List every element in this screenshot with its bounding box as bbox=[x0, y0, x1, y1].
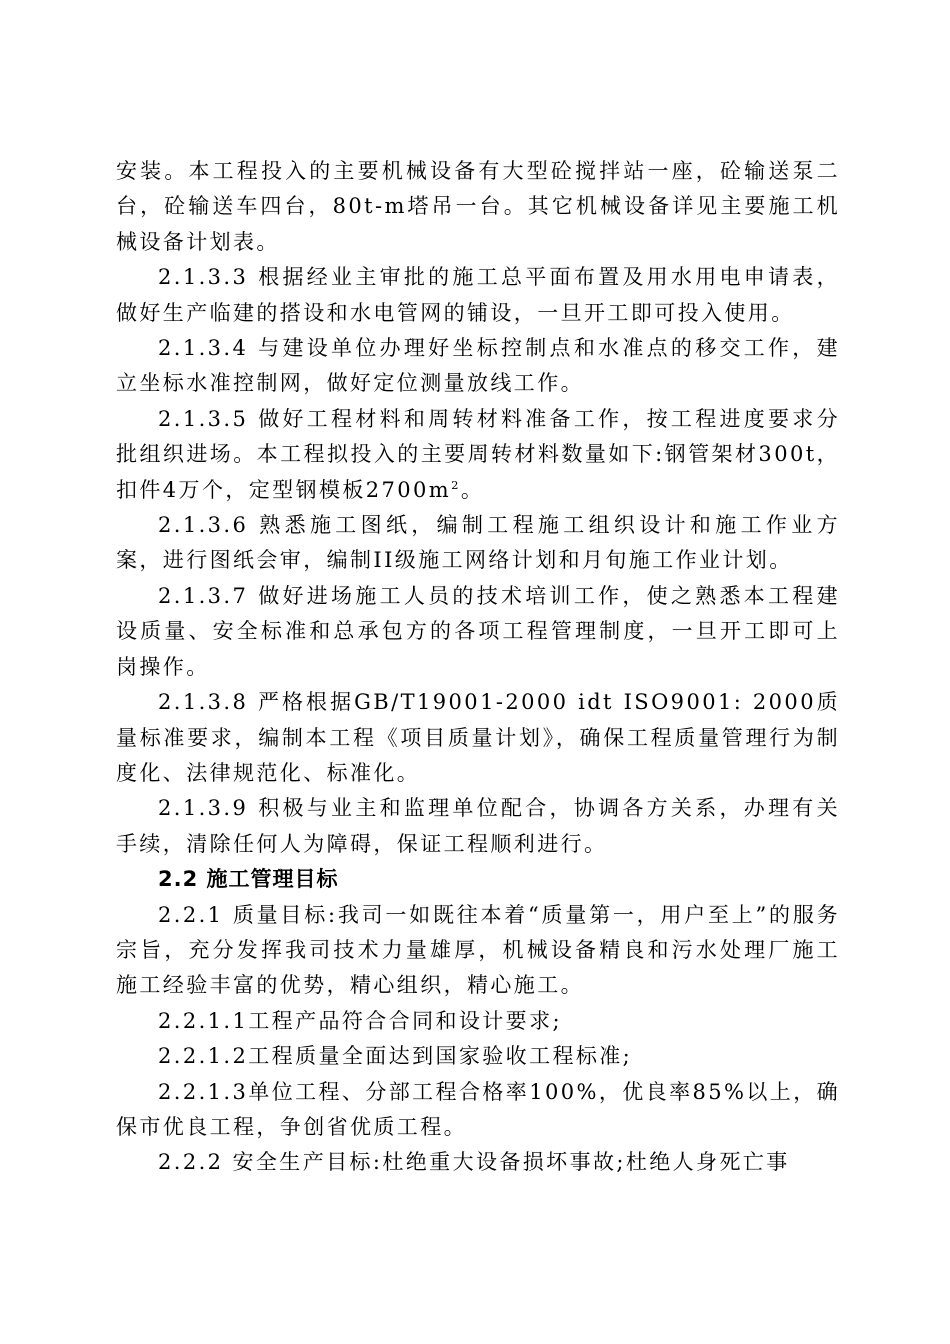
paragraph-2-2-1: 2.2.1 质量目标:我司一如既往本着“质量第一，用户至上”的服务宗旨，充分发挥我司技术力量雄厚，机械设备精良和污水处理厂施工施工经验丰富的优势，精心组织，精心施工。 bbox=[116, 902, 840, 998]
paragraph-2-1-3-8: 2.1.3.8 严格根据GB/T19001-2000 idt ISO9001: 2000质量标准要求，编制本工程《项目质量计划》，确保工程质量管理行为制度化、法律规范化、标准化。 bbox=[116, 690, 840, 785]
paragraph-2-2-1-2: 2.2.1.2工程质量全面达到国家验收工程标准; bbox=[158, 1044, 633, 1069]
paragraph-equipment: 安装。本工程投入的主要机械设备有大型砼搅拌站一座，砼输送泵二台，砼输送车四台，80t-m塔吊一台。其它机械设备详见主要施工机械设备计划表。 bbox=[116, 159, 840, 254]
square-meter-superscript: 2 bbox=[451, 477, 461, 492]
paragraph-2-1-3-4: 2.1.3.4 与建设单位办理好坐标控制点和水准点的移交工作，建立坐标水准控制网，做好定位测量放线工作。 bbox=[116, 336, 840, 396]
paragraph-2-1-3-5-period: 。 bbox=[460, 477, 485, 502]
paragraph-2-1-3-6: 2.1.3.6 熟悉施工图纸，编制工程施工组织设计和施工作业方案，进行图纸会审，编制II级施工网络计划和月旬施工作业计划。 bbox=[116, 513, 840, 573]
paragraph-2-2-1-3: 2.2.1.3单位工程、分部工程合格率100%，优良率85%以上，确保市优良工程，争创省优质工程。 bbox=[116, 1079, 840, 1139]
paragraph-2-1-3-3: 2.1.3.3 根据经业主审批的施工总平面布置及用水用电申请表，做好生产临建的搭设和水电管网的铺设，一旦开工即可投入使用。 bbox=[116, 265, 840, 325]
paragraph-2-1-3-5 bbox=[116, 402, 840, 508]
paragraph-2-1-3-9: 2.1.3.9 积极与业主和监理单位配合，协调各方关系，办理有关手续，清除任何人为障碍，保证工程顺利进行。 bbox=[116, 796, 840, 856]
section-heading-2-2: 2.2 施工管理目标 bbox=[158, 867, 339, 892]
paragraph-2-2-2: 2.2.2 安全生产目标:杜绝重大设备损坏事故;杜绝人身死亡事 bbox=[158, 1150, 790, 1175]
paragraph-2-1-3-5-text: 2.1.3.5 做好工程材料和周转材料准备工作，按工程进度要求分批组织进场。本工程拟投入的主要周转材料数量如下:钢管架材300t，扣件4万个，定型钢模板2700m bbox=[116, 406, 840, 502]
paragraph-2-1-3-7: 2.1.3.7 做好进场施工人员的技术培训工作，使之熟悉本工程建设质量、安全标准和总承包方的各项工程管理制度，一旦开工即可上岗操作。 bbox=[116, 583, 840, 679]
document-body bbox=[116, 154, 840, 1181]
paragraph-2-2-1-1: 2.2.1.1工程产品符合合同和设计要求; bbox=[158, 1008, 562, 1033]
